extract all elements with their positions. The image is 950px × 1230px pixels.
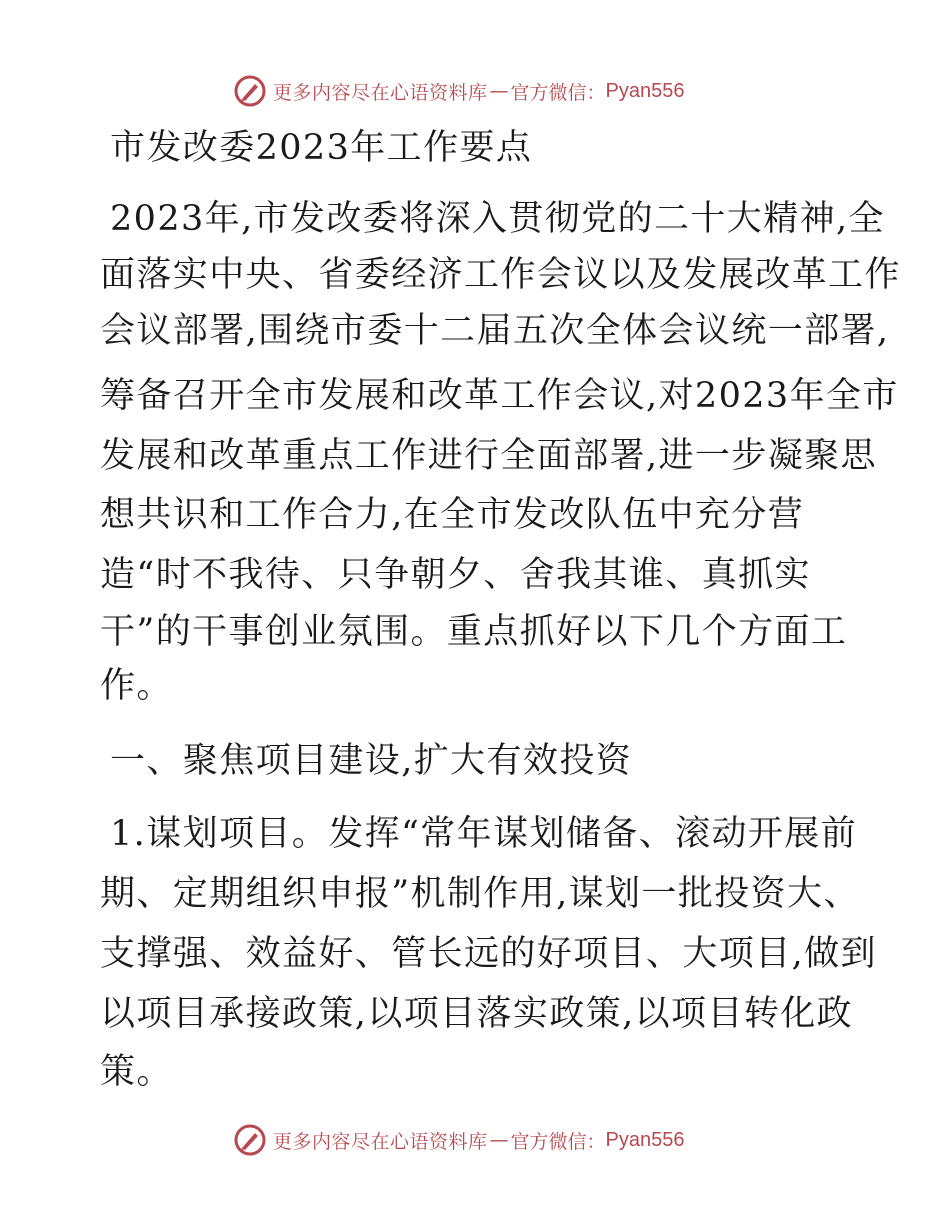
watermark-footer — [233, 1122, 685, 1158]
watermark-label: 官方微信： — [510, 1130, 606, 1153]
intro-line: 想共识和工作合力,在全市发改队伍中充分营 — [100, 495, 805, 535]
watermark-text: 更多内容尽在心语资料库 — [273, 1130, 488, 1153]
intro-line: 造“时不我待、只争朝夕、舍我其谁、真抓实 — [100, 555, 811, 595]
item-line: 支撑强、效益好、管长远的好项目、大项目,做到 — [100, 934, 877, 974]
intro-line: 作。 — [100, 666, 173, 706]
watermark-text: 更多内容尽在心语资料库 — [273, 81, 488, 104]
item-line: 以项目承接政策,以项目落实政策,以项目转化政 — [100, 994, 854, 1034]
intro-line: 会议部署,围绕市委十二届五次全体会议统一部署, — [100, 311, 890, 351]
watermark-dash: — — [489, 1129, 509, 1151]
watermark-dash: — — [489, 80, 509, 102]
intro-line: 发展和改革重点工作进行全面部署,进一步凝聚思 — [100, 436, 877, 476]
document-title: 市发改委2023年工作要点 — [110, 128, 533, 168]
watermark-label: 官方微信： — [510, 81, 606, 104]
pen-logo-icon — [233, 1123, 267, 1157]
item-line: 期、定期组织申报”机制作用,谋划一批投资大、 — [100, 874, 860, 914]
watermark-header — [233, 73, 685, 109]
intro-line: 干”的干事创业氛围。重点抓好以下几个方面工 — [100, 612, 848, 652]
watermark-id: Pyan556 — [605, 1128, 685, 1151]
intro-line: 筹备召开全市发展和改革工作会议,对2023年全市 — [100, 376, 899, 416]
section-heading: 一、聚焦项目建设,扩大有效投资 — [110, 741, 633, 781]
pen-logo-icon — [233, 74, 267, 108]
item-line: 1.谋划项目。发挥“常年谋划储备、滚动开展前 — [110, 814, 858, 854]
intro-line: 面落实中央、省委经济工作会议以及发展改革工作 — [100, 255, 901, 295]
watermark-id: Pyan556 — [605, 79, 685, 102]
item-line: 策。 — [100, 1052, 173, 1092]
intro-line: 2023年,市发改委将深入贯彻党的二十大精神,全 — [110, 199, 885, 239]
